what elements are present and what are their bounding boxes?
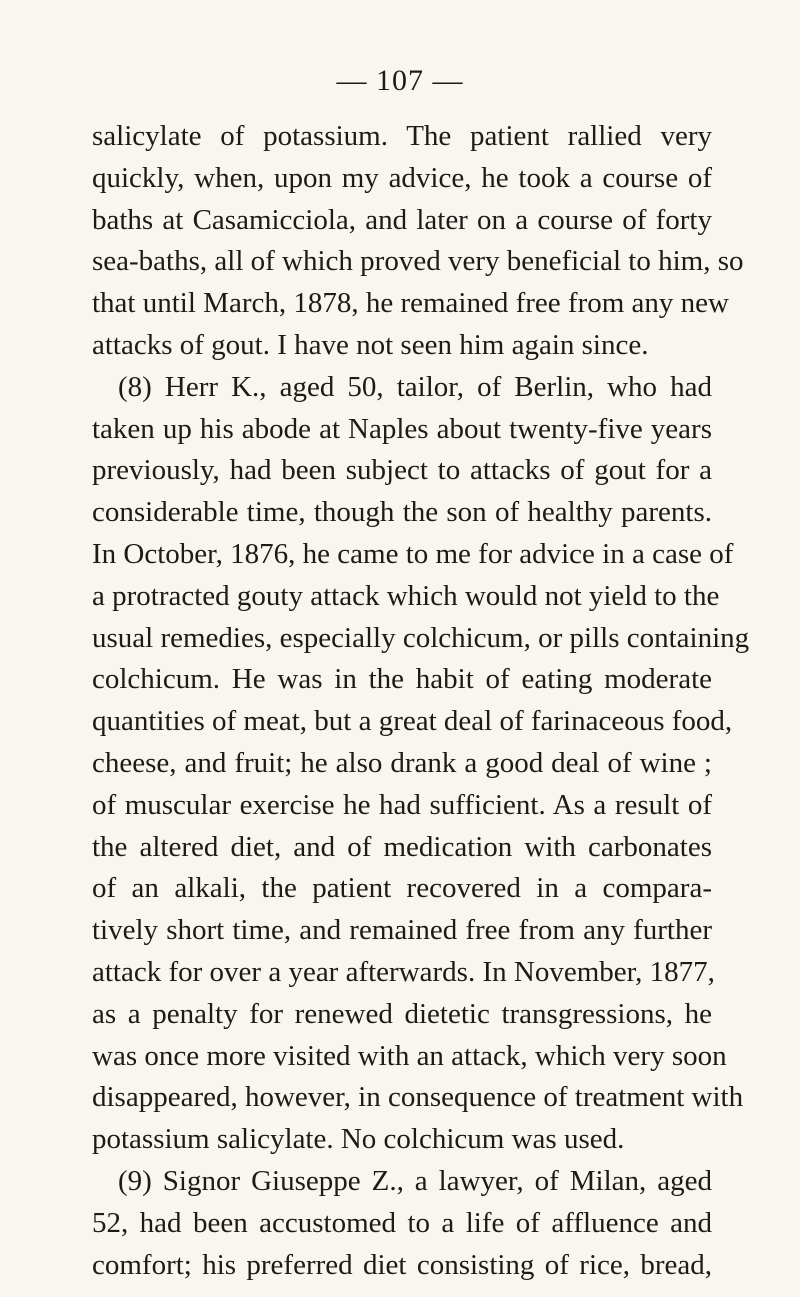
text-line-paragraph-start: (9) Signor Giuseppe Z., a lawyer, of Milan, aged xyxy=(118,1164,712,1197)
body-text xyxy=(92,116,750,1286)
text-line: as a penalty for renewed dietetic transgressions, he xyxy=(92,997,712,1030)
text-line-paragraph-start: (8) Herr K., aged 50, tailor, of Berlin, who had xyxy=(118,370,712,403)
text-line: sea-baths, all of which proved very beneficial to him, so xyxy=(92,245,744,278)
text-line: of muscular exercise he had sufficient. As a result of xyxy=(92,788,712,821)
text-line: quantities of meat, but a great deal of farinaceous food, xyxy=(92,705,733,738)
text-line: of an alkali, the patient recovered in a compara- xyxy=(92,872,712,905)
text-line: considerable time, though the son of healthy parents. xyxy=(92,496,712,529)
text-line: In October, 1876, he came to me for advice in a case of xyxy=(92,537,734,570)
text-line: was once more visited with an attack, which very soon xyxy=(92,1039,727,1072)
text-line: salicylate of potassium. The patient rallied very xyxy=(92,120,712,152)
text-line: cheese, and fruit; he also drank a good deal of wine ; xyxy=(92,746,712,779)
text-line: previously, had been subject to attacks of gout for a xyxy=(92,454,712,487)
text-line: baths at Casamicciola, and later on a course of forty xyxy=(92,203,712,236)
text-line: quickly, when, upon my advice, he took a course of xyxy=(92,161,712,194)
text-line: attack for over a year afterwards. In November, 1877, xyxy=(92,955,715,988)
text-line: taken up his abode at Naples about twenty-five years xyxy=(92,412,712,445)
text-line: comfort; his preferred diet consisting of rice, bread, xyxy=(92,1248,712,1281)
text-line: the altered diet, and of medication with carbonates xyxy=(92,830,712,863)
text-line: usual remedies, especially colchicum, or pills containing xyxy=(92,621,750,654)
text-line: colchicum. He was in the habit of eating moderate xyxy=(92,663,712,696)
text-line: 52, had been accustomed to a life of affluence and xyxy=(92,1206,712,1239)
text-line: that until March, 1878, he remained free from any new xyxy=(92,287,729,320)
text-line: attacks of gout. I have not seen him again since. xyxy=(92,328,649,361)
text-line: disappeared, however, in consequence of treatment with xyxy=(92,1081,744,1114)
page-number-header: — 107 — xyxy=(336,64,464,97)
text-line: potassium salicylate. No colchicum was used. xyxy=(92,1123,625,1156)
text-line: tively short time, and remained free from any further xyxy=(92,914,712,947)
text-line: a protracted gouty attack which would not yield to the xyxy=(92,579,720,612)
